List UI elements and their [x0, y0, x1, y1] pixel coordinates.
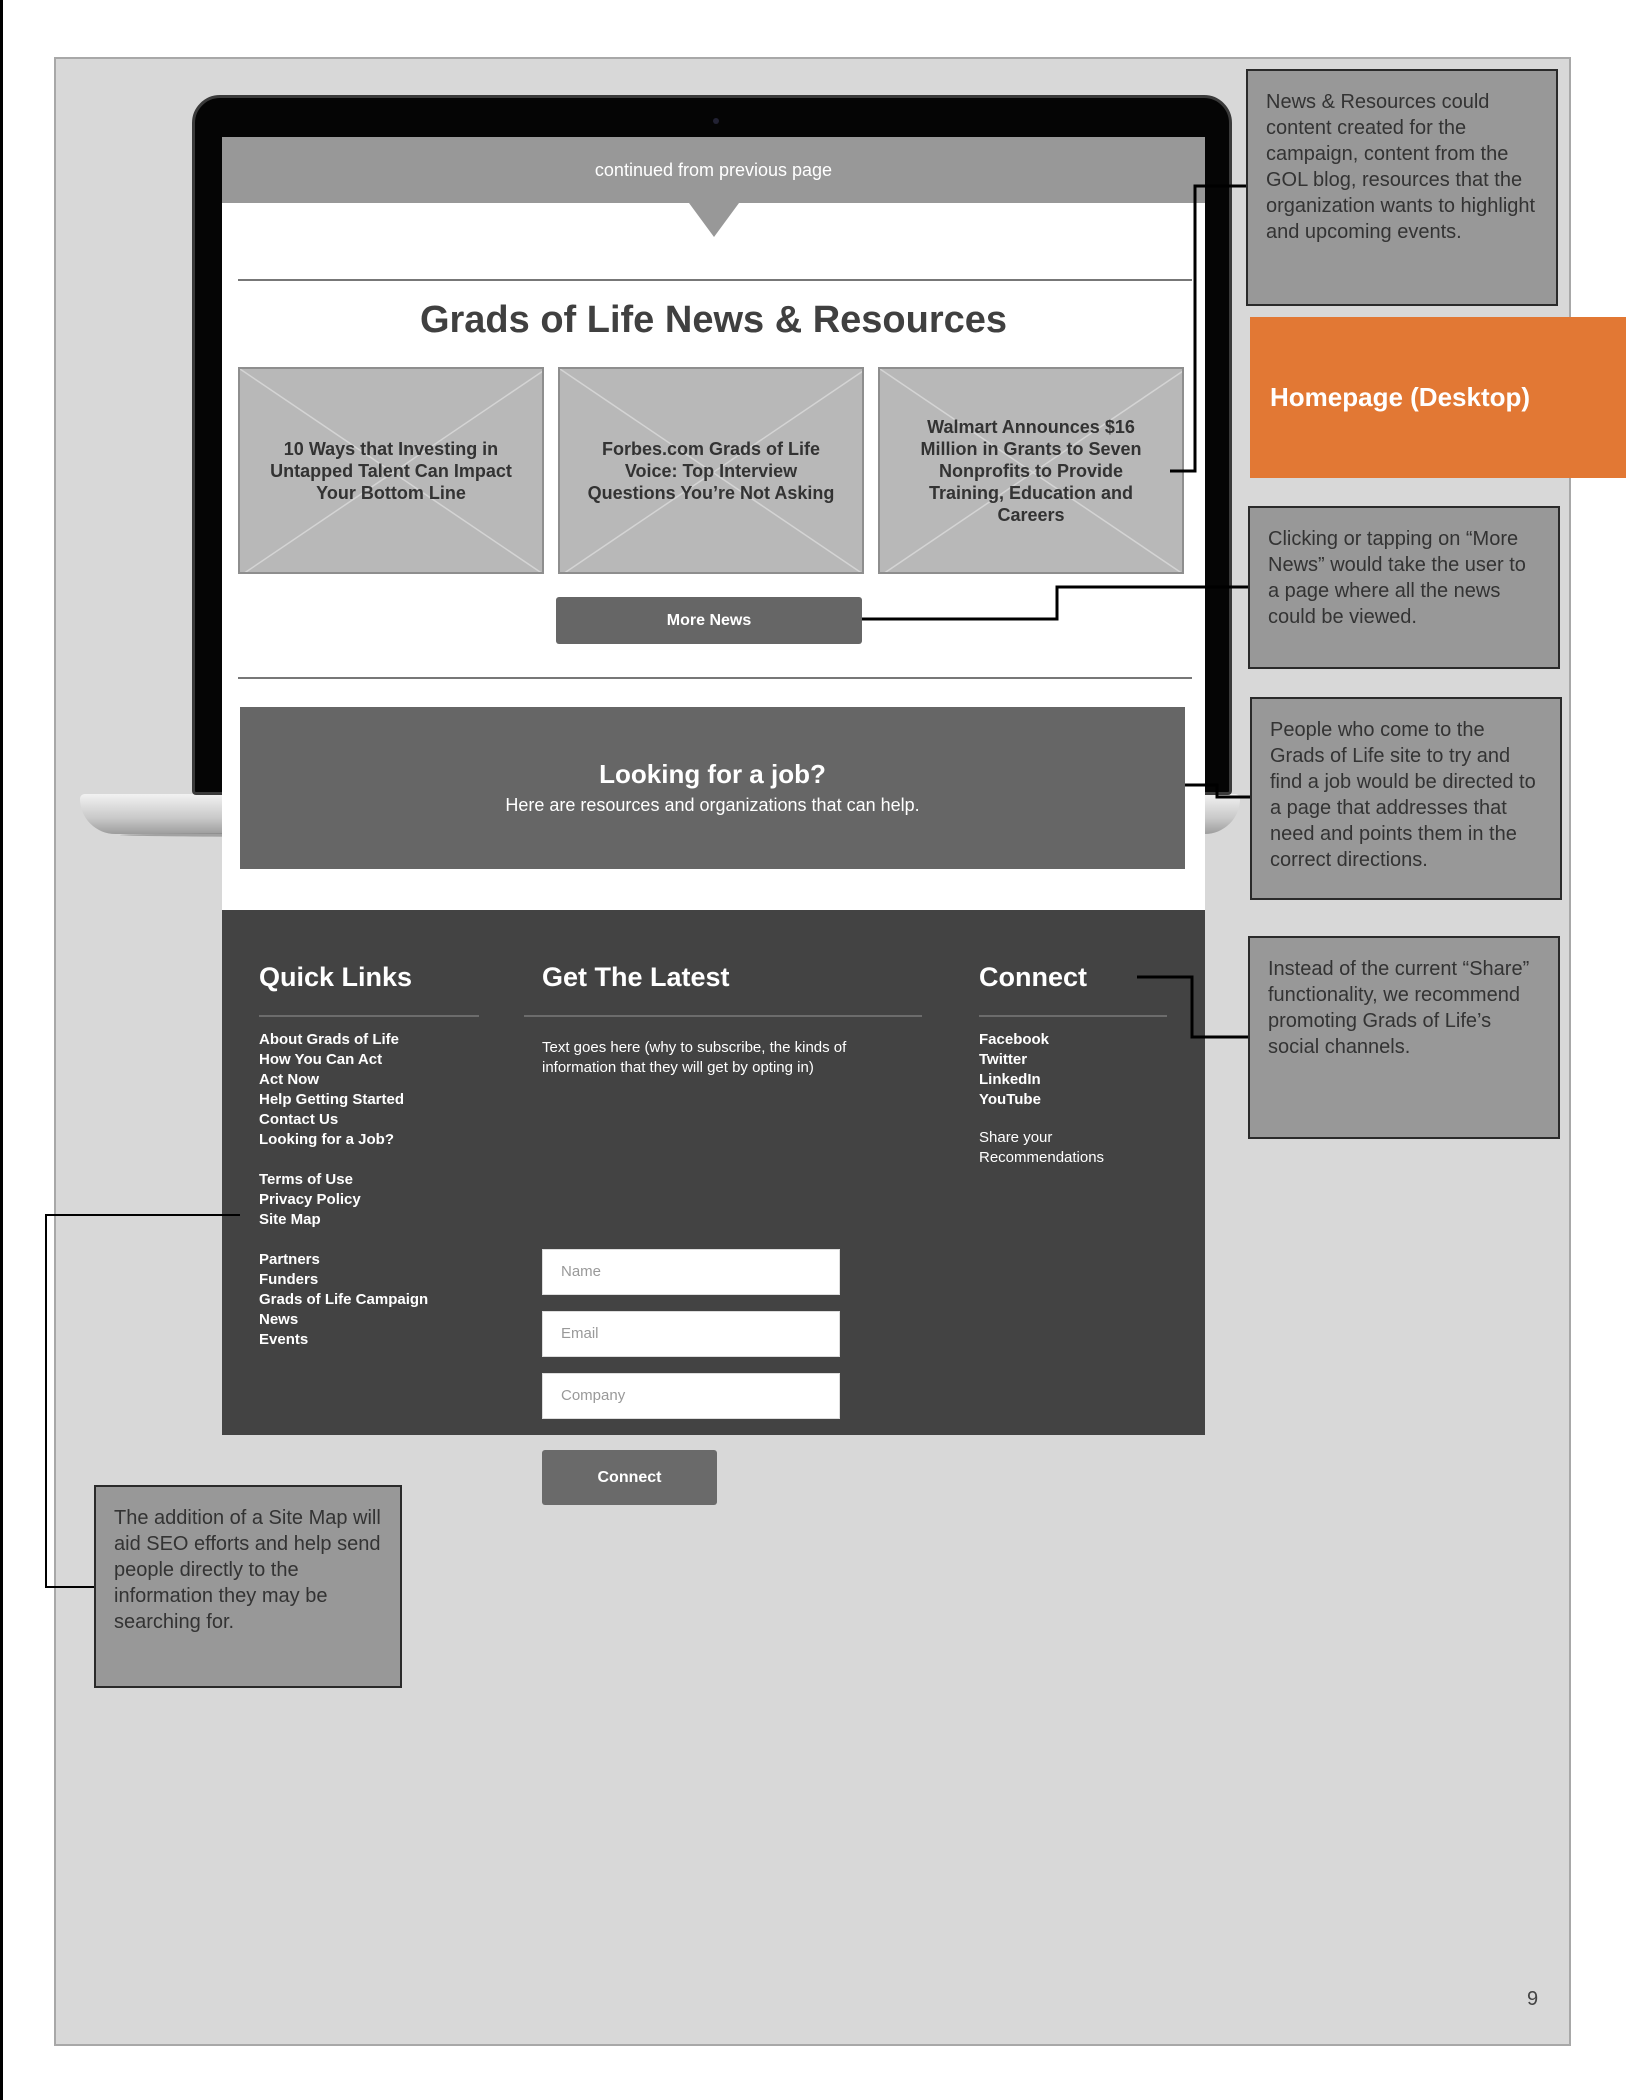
link-terms[interactable]: Terms of Use	[259, 1171, 353, 1188]
link-help-getting-started[interactable]: Help Getting Started	[259, 1091, 405, 1108]
connect-heading: Connect	[979, 962, 1087, 992]
homepage-banner: Homepage (Desktop)	[1250, 317, 1626, 478]
link-youtube[interactable]: YouTube	[979, 1091, 1041, 1108]
quick-links-heading: Quick Links	[259, 962, 413, 992]
link-campaign[interactable]: Grads of Life Campaign	[259, 1291, 429, 1308]
link-act-now[interactable]: Act Now	[259, 1071, 319, 1088]
note-more-news: Clicking or tapping on “More News” would take the user to a page where all the news could be viewed.	[1248, 506, 1560, 669]
share-recommendations-link[interactable]: Share your Recommendations	[979, 1129, 1105, 1166]
link-partners[interactable]: Partners	[259, 1251, 320, 1268]
note-social: Instead of the current “Share” functionality, we recommend promoting Grads of Life’s social channels.	[1248, 936, 1560, 1139]
link-looking-for-job[interactable]: Looking for a Job?	[259, 1131, 394, 1148]
get-latest-heading: Get The Latest	[542, 962, 730, 992]
link-linkedin[interactable]: LinkedIn	[979, 1071, 1041, 1088]
job-title: Looking for a job?	[599, 759, 826, 789]
email-input[interactable]: Email	[542, 1311, 840, 1357]
connect-button[interactable]: Connect	[542, 1450, 717, 1505]
connector-job	[1185, 785, 1250, 797]
job-subtitle: Here are resources and organizations that can help.	[505, 795, 920, 815]
link-site-map[interactable]: Site Map	[259, 1211, 321, 1228]
link-twitter[interactable]: Twitter	[979, 1051, 1028, 1068]
news-card-title: Forbes.com Grads of Life Voice: Top Interview Questions You’re Not Asking	[587, 438, 835, 503]
note-site-map: The addition of a Site Map will aid SEO efforts and help send people directly to the information they may be searching for.	[94, 1485, 402, 1688]
page-number: 9	[1527, 1988, 1539, 2010]
continued-banner: continued from previous page	[222, 137, 1205, 203]
link-about[interactable]: About Grads of Life	[259, 1031, 399, 1048]
more-news-button[interactable]: More News	[556, 597, 862, 644]
link-facebook[interactable]: Facebook	[979, 1031, 1050, 1048]
note-job: People who come to the Grads of Life site to try and find a job would be directed to a page that addresses that need and points them in the correct directions.	[1250, 697, 1562, 900]
link-privacy[interactable]: Privacy Policy	[259, 1191, 361, 1208]
news-title: Grads of Life News & Resources	[419, 299, 1008, 341]
note-news: News & Resources could content created for the campaign, content from the GOL blog, resources that the organization wants to highlight and upcoming events.	[1246, 69, 1558, 306]
link-contact-us[interactable]: Contact Us	[259, 1111, 339, 1128]
name-input[interactable]: Name	[542, 1249, 840, 1295]
company-input[interactable]: Company	[542, 1373, 840, 1419]
connector-news	[1170, 186, 1246, 471]
link-events[interactable]: Events	[259, 1331, 309, 1348]
news-card-title: 10 Ways that Investing in Untapped Talent Can Impact Your Bottom Line	[270, 438, 512, 503]
news-card-title: Walmart Announces $16 Million in Grants to Seven Nonprofits to Provide Training, Education and Careers	[920, 416, 1142, 525]
connector-social	[1137, 977, 1248, 1037]
link-news[interactable]: News	[259, 1311, 299, 1328]
subscribe-description: Text goes here (why to subscribe, the kinds of information that they will get by opting in)	[542, 1039, 847, 1076]
link-how-you-can-act[interactable]: How You Can Act	[259, 1051, 383, 1068]
connector-more-news	[862, 587, 1248, 619]
link-funders[interactable]: Funders	[259, 1271, 319, 1288]
connector-site-map	[46, 1215, 240, 1587]
